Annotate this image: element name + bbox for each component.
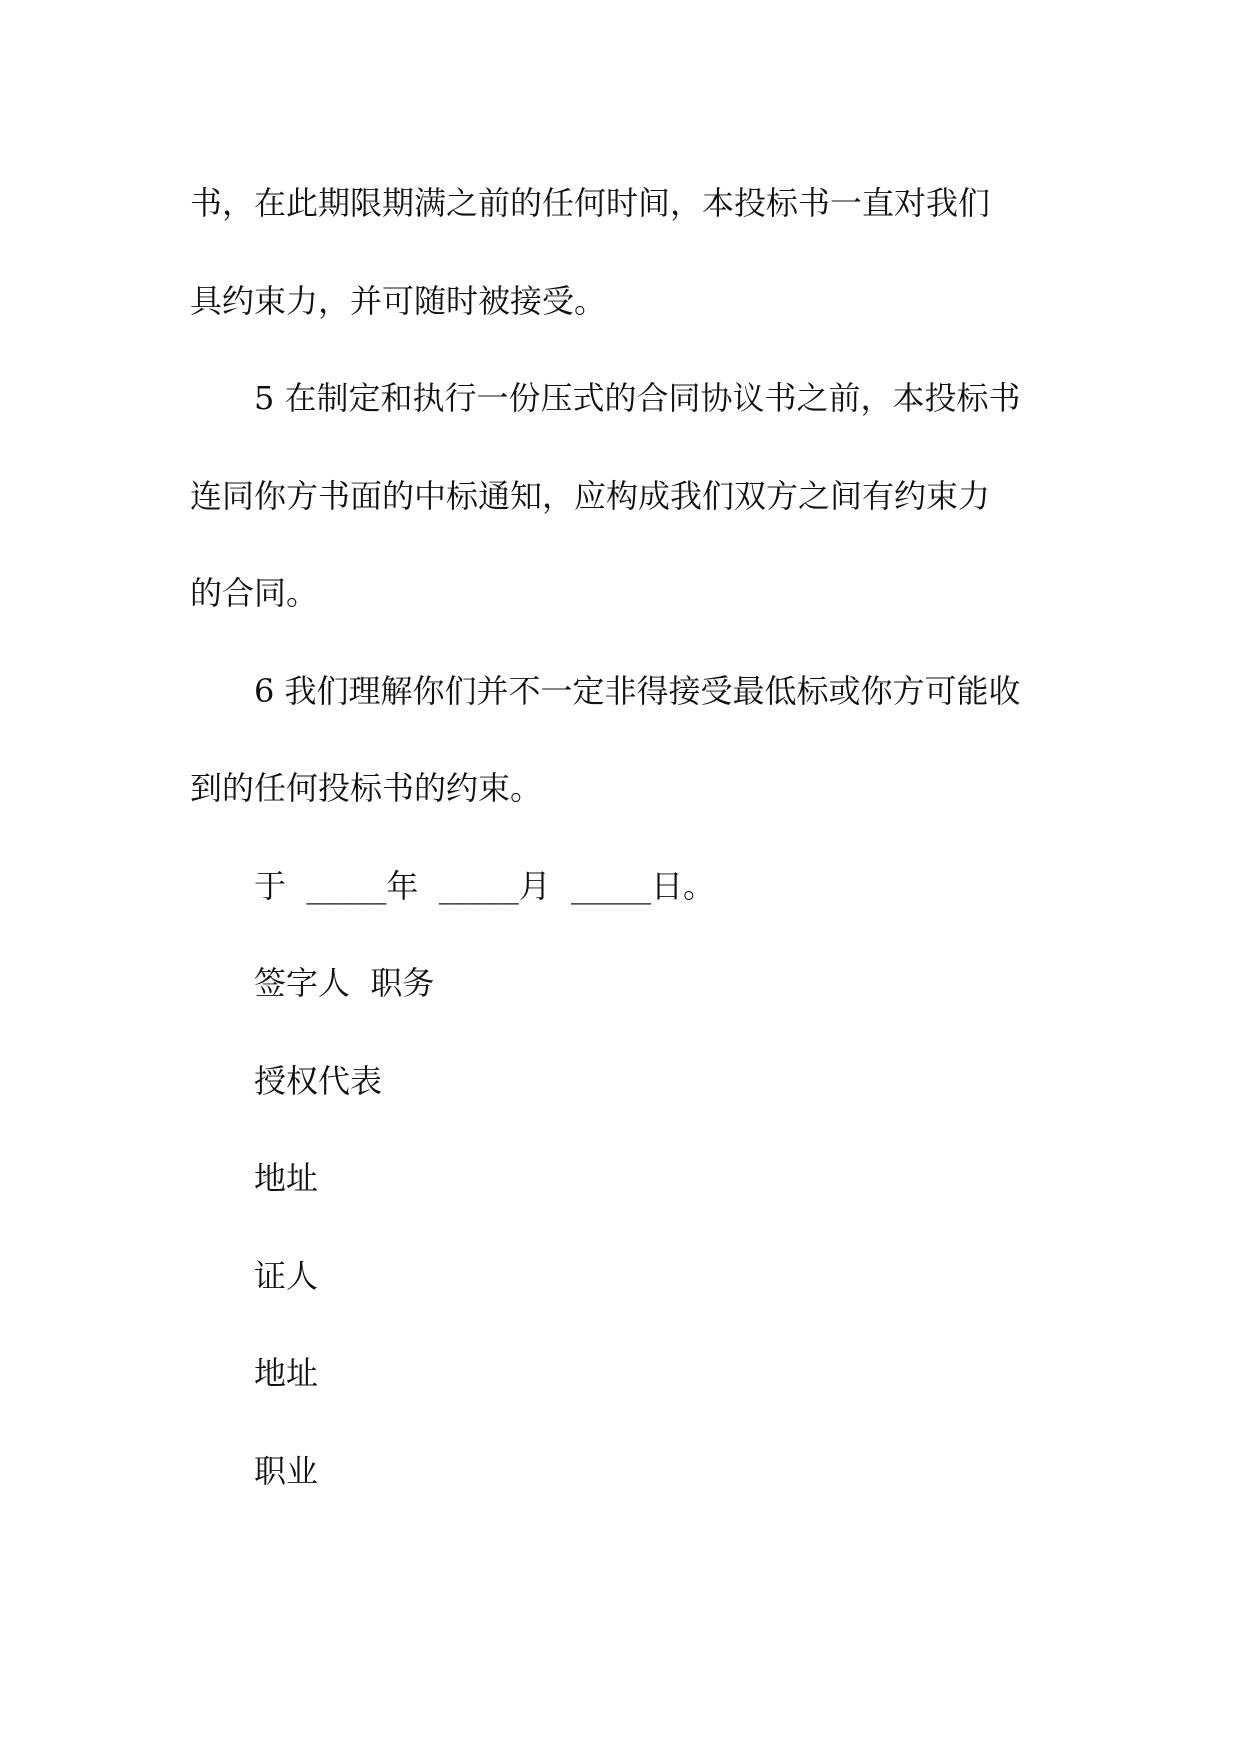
signer-title-label: 签字人 职务 [254,964,435,1002]
occupation-label: 职业 [254,1451,319,1490]
authorized-representative-label: 授权代表 [254,1061,383,1100]
document-body [190,168,1060,1533]
witness-address-label: 地址 [254,1354,319,1392]
address-label: 地址 [254,1159,319,1197]
paragraph-5-line-2: 连同你方书面的中标通知，应构成我们双方之间有约束力 [190,476,991,515]
paragraph-4-line-1: 书，在此期限期满之前的任何时间，本投标书一直对我们 [190,184,991,222]
witness-label: 证人 [254,1256,319,1295]
date-line: 于 _____年 _____月 _____日。 [254,866,716,905]
paragraph-6-line-1: 6 我们理解你们并不一定非得接受最低标或你方可能收 [254,671,1021,710]
paragraph-5-line-3: 的合同。 [190,574,319,612]
paragraph-6-line-2: 到的任何投标书的约束。 [190,769,543,807]
paragraph-4-line-2: 具约束力，并可随时被接受。 [190,281,607,320]
paragraph-5-line-1: 5 在制定和执行一份压式的合同协议书之前，本投标书 [254,379,1021,417]
